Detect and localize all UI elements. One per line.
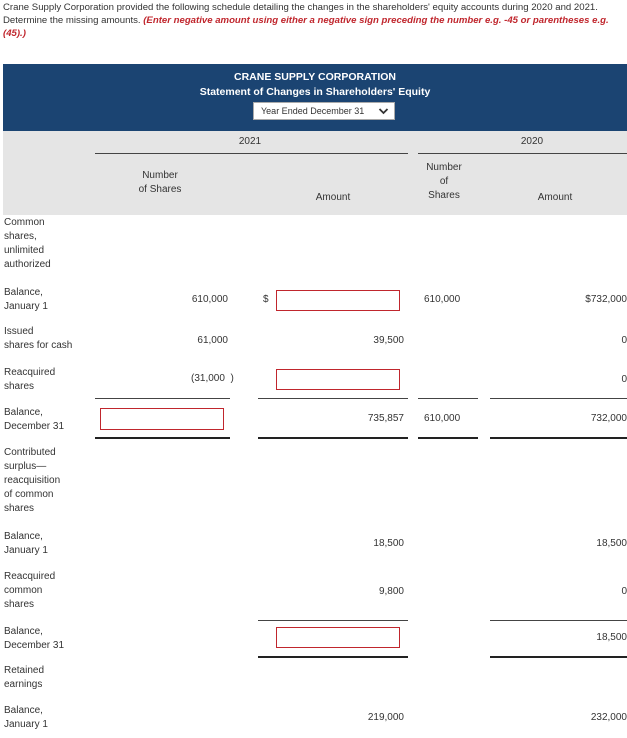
retained-earnings-heading: Retained earnings: [4, 665, 45, 690]
intro-text: Crane Supply Corporation provided the following schedule detailing the changes in the shareholders' equity accounts during 2020 and 2021. Determine the missing amounts.: [3, 2, 598, 26]
subtotal-line-shares-2020: [418, 398, 478, 399]
subtotal-line-shares-2021: [95, 398, 230, 399]
cs-bal-jan1-amount-2021: 18,500: [373, 538, 404, 549]
col-header-shares-2020: Number of Shares: [426, 162, 462, 201]
reacq-amount-2020: 0: [621, 374, 627, 385]
cs-reacq-amount-2020: 0: [621, 586, 627, 597]
statement-banner: [3, 64, 627, 131]
statement-title: Statement of Changes in Shareholders' Equity: [199, 86, 431, 98]
instructions: [3, 1, 623, 40]
company-name: CRANE SUPPLY CORPORATION: [234, 71, 396, 83]
issued-amount-2020: 0: [621, 335, 627, 346]
subtotal-line-amount-2021: [258, 398, 408, 399]
cs-total-line-2021: [258, 656, 408, 658]
cs-bal-dec31-label: Balance, December 31: [4, 626, 65, 651]
col-header-amount-2020: Amount: [537, 192, 573, 203]
total-line-amount-2021: [258, 437, 408, 439]
bal-jan1-amount-2020: $732,000: [585, 294, 627, 305]
issued-amount-2021: 39,500: [373, 335, 404, 346]
issued-shares-2021: 61,000: [197, 335, 228, 346]
reacq-label: Reacquired shares: [4, 367, 56, 392]
contributed-surplus-heading: Contributed surplus— reacquisition of common shares: [4, 447, 61, 514]
reacq-amount-2021-input[interactable]: [276, 369, 400, 390]
divider-2020: [418, 153, 627, 154]
bal-dec31-amount-2020: 732,000: [590, 413, 627, 424]
re-bal-jan1-amount-2021: 219,000: [367, 712, 404, 723]
bal-jan1-shares-2021: 610,000: [191, 294, 228, 305]
cs-reacq-label: Reacquired common shares: [4, 571, 56, 610]
bal-jan1-label: Balance, January 1: [4, 287, 48, 312]
divider-2021: [95, 153, 408, 154]
total-line-shares-2021: [95, 437, 230, 439]
year-2021-label: 2021: [238, 136, 262, 147]
bal-jan1-shares-2020: 610,000: [424, 294, 461, 305]
cs-bal-dec31-amount-2021-input[interactable]: [276, 627, 400, 648]
re-bal-jan1-amount-2020: 232,000: [590, 712, 627, 723]
reacq-shares-2021: (31,000 ): [191, 373, 234, 384]
cs-subtotal-line-2020: [490, 620, 627, 621]
year-2020-label: 2020: [520, 136, 544, 147]
bal-dec31-shares-2021-input[interactable]: [100, 408, 224, 430]
col-header-amount-2021: Amount: [315, 192, 351, 203]
intro-instruction: (Enter negative amount using either a negative sign preceding the number e.g. -45 or parentheses e.g. (45).): [3, 15, 609, 39]
col-header-shares-2021: Number of Shares: [138, 170, 182, 195]
cs-total-line-2020: [490, 656, 627, 658]
bal-dec31-amount-2021: 735,857: [367, 413, 404, 424]
issued-label: Issued shares for cash: [4, 326, 73, 351]
period-select-value: Year Ended December 31: [261, 106, 365, 116]
total-line-shares-2020: [418, 437, 478, 439]
cs-bal-jan1-label: Balance, January 1: [4, 531, 48, 556]
cs-subtotal-line-2021: [258, 620, 408, 621]
cs-bal-dec31-amount-2020: 18,500: [596, 632, 627, 643]
bal-jan1-amount-2021-input[interactable]: [276, 290, 400, 311]
dollar-sign: $: [263, 294, 269, 305]
cs-reacq-amount-2021: 9,800: [378, 586, 404, 597]
total-line-amount-2020: [490, 437, 627, 439]
bal-dec31-label: Balance, December 31: [4, 407, 65, 432]
chevron-down-icon: [378, 104, 389, 121]
re-bal-jan1-label: Balance, January 1: [4, 705, 48, 730]
subtotal-line-amount-2020: [490, 398, 627, 399]
period-select[interactable]: [253, 102, 395, 120]
common-shares-heading: Common shares, unlimited authorized: [4, 217, 51, 270]
cs-bal-jan1-amount-2020: 18,500: [596, 538, 627, 549]
bal-dec31-shares-2020: 610,000: [424, 413, 461, 424]
